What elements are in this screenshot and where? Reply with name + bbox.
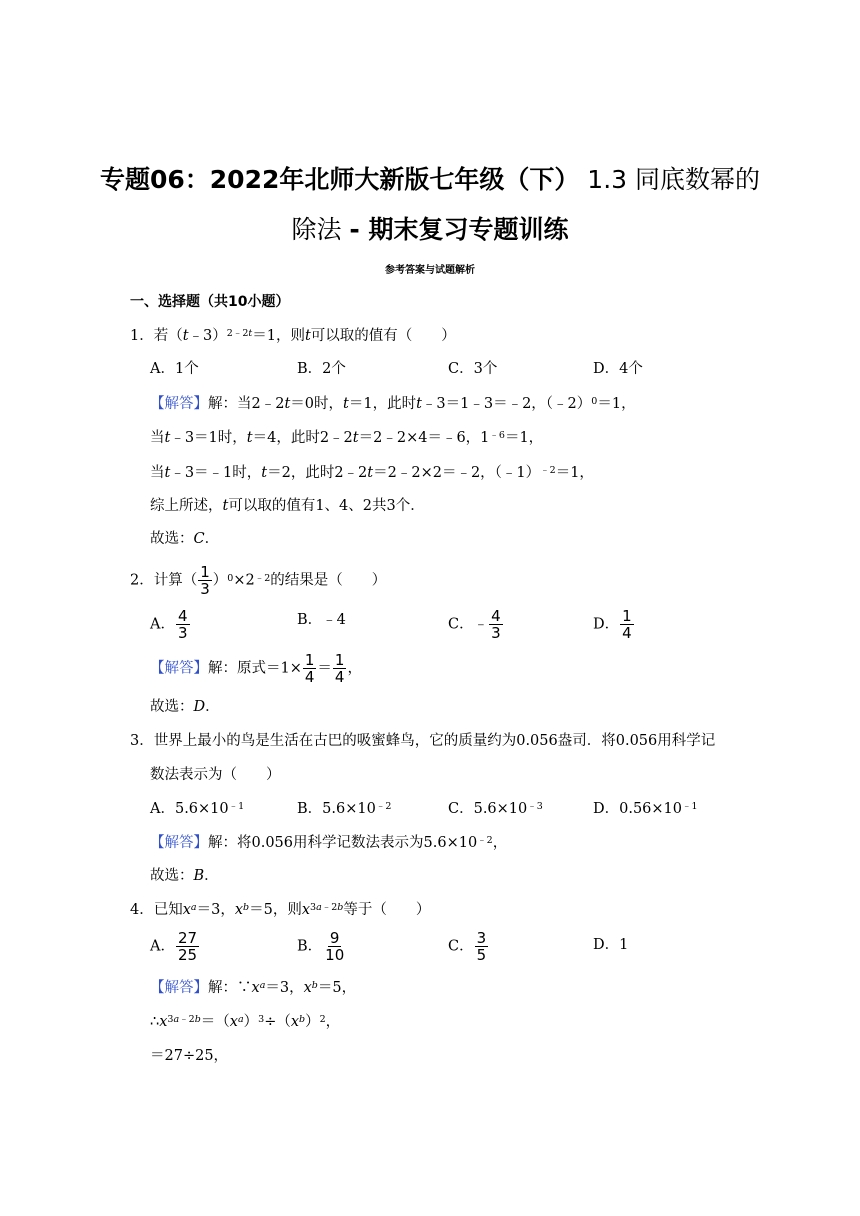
q4-solution-line-1: 【解答】解：$\because x^a=3$，$x^b=5$， bbox=[150, 980, 357, 996]
q1-option-c: C．3个 bbox=[448, 361, 498, 377]
q2-option-b: B．﹣4 bbox=[297, 612, 346, 628]
q2-option-d: D． $\frac{1}{4}$ bbox=[593, 607, 632, 642]
fraction: $\frac{1}{3}$ bbox=[200, 563, 210, 598]
q3-solution: 【解答】解：将0.056用科学记数法表示为$5.6\times 10^{﹣2}$， bbox=[150, 835, 508, 851]
answer-tag: 【解答】 bbox=[150, 835, 208, 851]
q1-solution-line-4: 综上所述，t可以取的值有1、4、2共3个． bbox=[150, 498, 425, 514]
fraction: $\frac{1}{4}$ bbox=[304, 651, 315, 686]
q2-stem: 2．计算（ $\frac{1}{3}$ ）$^0\times 2^{﹣2}$的结果是（ ） bbox=[130, 563, 387, 598]
fraction: $\frac{9}{10}$ bbox=[325, 929, 345, 964]
q2-option-a: A． $\frac{4}{3}$ bbox=[150, 607, 188, 642]
q4-option-c: C． $\frac{3}{5}$ bbox=[448, 929, 487, 964]
q3-option-c: C．$5.6\times 10^{﹣3}$ bbox=[448, 801, 543, 817]
q2-solution: 【解答】解：原式＝1× $\frac{1}{4}$ ＝ $\frac{1}{4}$ ， bbox=[150, 651, 362, 686]
q3-stem-line-1: 3．世界上最小的鸟是生活在古巴的吸蜜蜂鸟，它的质量约为0.056盎司．将0.056用科学记 bbox=[130, 733, 716, 749]
fraction: $\frac{3}{5}$ bbox=[476, 929, 487, 964]
page-title: 专题06：2022年北师大新版七年级（下） 1.3 同底数幂的除法 - 期末复习专题训练 bbox=[99, 165, 761, 244]
section-heading: 一、选择题（共10小题） bbox=[130, 294, 290, 310]
q4-option-d: D．1 bbox=[593, 937, 629, 953]
q3-option-a: A．$5.6\times 10^{﹣1}$ bbox=[150, 801, 245, 817]
q1-solution-line-2: 当t﹣3＝1时，t＝4，此时2﹣2t＝2﹣2×4＝﹣6，$1^{﹣6}=1$， bbox=[150, 430, 544, 446]
q1-stem: 1．若（t﹣3）$^{2﹣2t}$＝1，则t可以取的值有（ ） bbox=[130, 328, 456, 344]
answer-subtitle: 参考答案与试题解析 bbox=[385, 265, 475, 276]
q3-answer: 故选：B． bbox=[150, 868, 219, 884]
answer-tag: 【解答】 bbox=[150, 396, 208, 412]
q3-stem-line-2: 数法表示为（ ） bbox=[150, 767, 281, 783]
q4-option-a: A． $\frac{27}{25}$ bbox=[150, 929, 198, 964]
q2-option-c: C．﹣ $\frac{4}{3}$ bbox=[448, 607, 501, 642]
q2-answer: 故选：D． bbox=[150, 699, 220, 715]
q3-option-b: B．$5.6\times 10^{﹣2}$ bbox=[297, 801, 392, 817]
fraction: $\frac{27}{25}$ bbox=[177, 929, 198, 964]
q1-solution-line-1: 【解答】解：当2﹣2t＝0时，t＝1，此时t﹣3＝1﹣3＝﹣2，（﹣2）$^0$＝1， bbox=[150, 396, 636, 412]
q4-solution-line-2: $\therefore x^{3a﹣2b}=(x^a)^3\div(x^b)^2$， bbox=[150, 1014, 341, 1030]
q1-solution-line-3: 当t﹣3＝﹣1时，t＝2，此时2﹣2t＝2﹣2×2＝﹣2，（﹣1）$^{﹣2}$＝1， bbox=[150, 465, 594, 481]
q1-option-d: D．4个 bbox=[593, 361, 643, 377]
q3-option-d: D．$0.56\times 10^{﹣1}$ bbox=[593, 801, 698, 817]
answer-tag: 【解答】 bbox=[150, 660, 208, 677]
q4-solution-line-3: ＝27÷25， bbox=[150, 1048, 229, 1064]
fraction: $\frac{4}{3}$ bbox=[177, 607, 188, 642]
q4-option-b: B． $\frac{9}{10}$ bbox=[297, 929, 345, 964]
q1-option-b: B．2个 bbox=[297, 361, 346, 377]
q1-answer: 故选：C． bbox=[150, 531, 220, 547]
fraction: $\frac{1}{4}$ bbox=[622, 607, 632, 642]
fraction: $\frac{4}{3}$ bbox=[491, 607, 501, 642]
q1-option-a: A．1个 bbox=[150, 361, 199, 377]
fraction: $\frac{1}{4}$ bbox=[334, 651, 345, 686]
q4-stem: 4．已知$x^a=3$，$x^b=5$，则$x^{3a﹣2b}$等于（ ） bbox=[130, 902, 431, 918]
answer-tag: 【解答】 bbox=[150, 980, 208, 996]
